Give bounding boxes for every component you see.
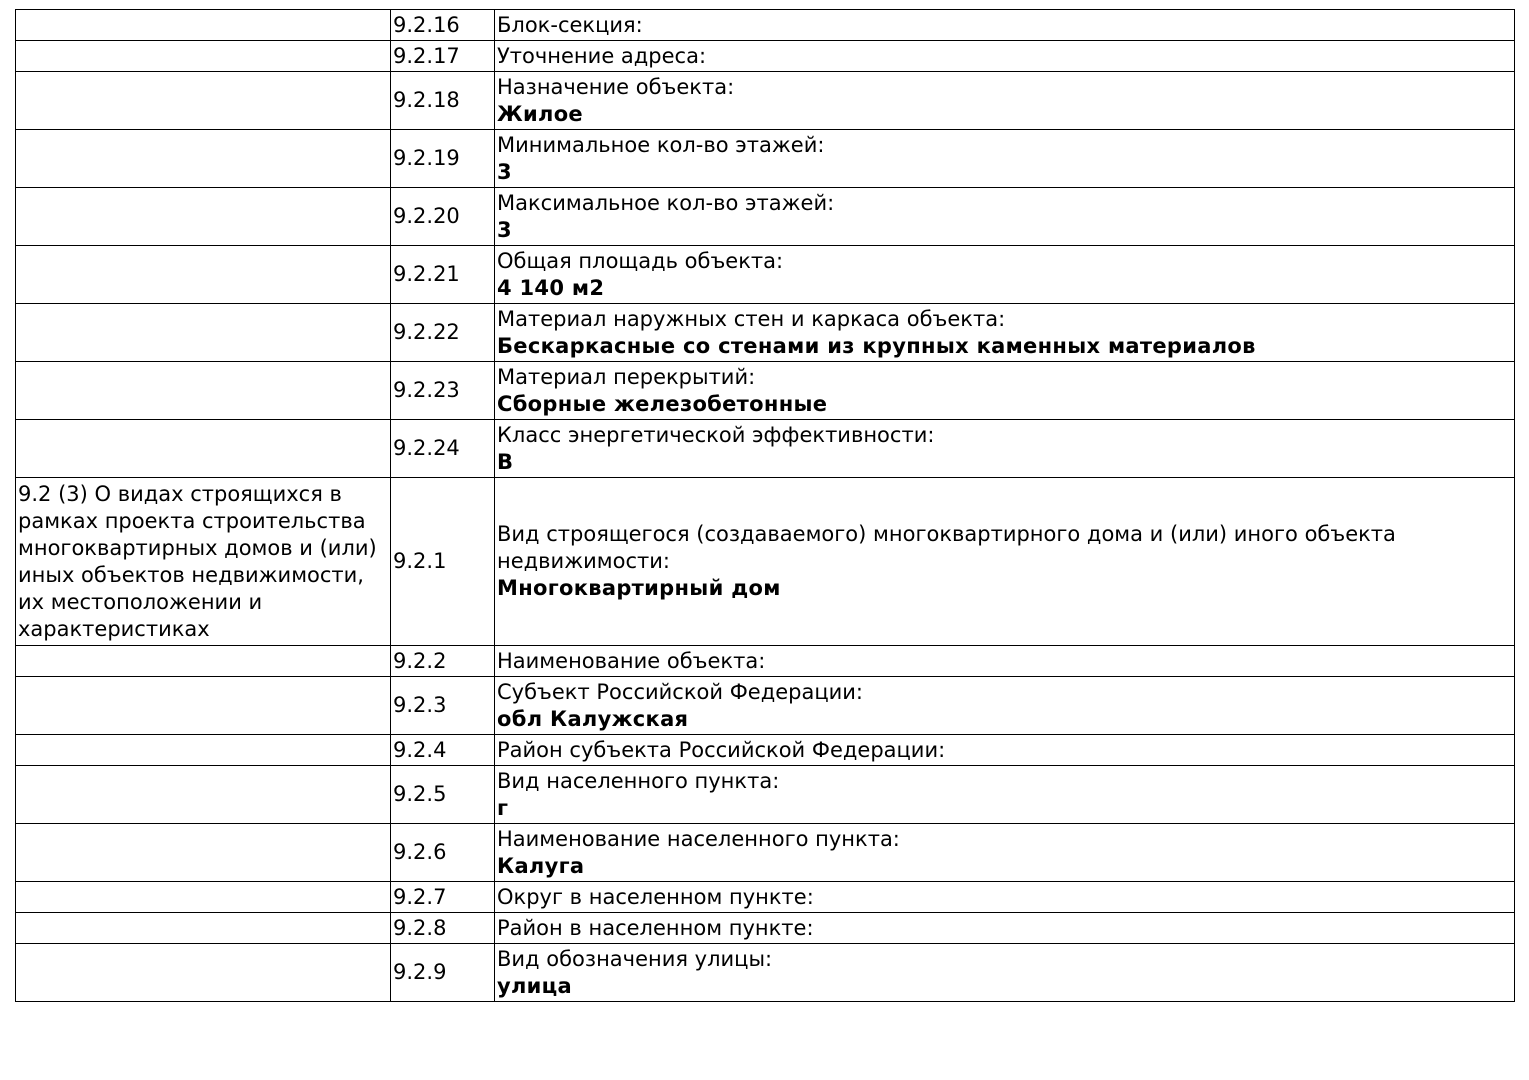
row-content <box>495 913 1515 944</box>
table-row <box>16 304 1515 362</box>
row-content <box>495 188 1515 246</box>
row-content <box>495 677 1515 735</box>
row-code: 9.2.4 <box>391 735 495 766</box>
row-code: 9.2.9 <box>391 944 495 1002</box>
section-cell-empty <box>16 420 391 478</box>
field-label: Минимальное кол-во этажей: <box>497 132 825 157</box>
table-row <box>16 824 1515 882</box>
row-code: 9.2.19 <box>391 130 495 188</box>
row-content <box>495 10 1515 41</box>
field-value: г <box>497 795 509 820</box>
row-content <box>495 882 1515 913</box>
row-content <box>495 646 1515 677</box>
field-value: 3 <box>497 159 512 184</box>
table-row <box>16 766 1515 824</box>
section-cell-empty <box>16 646 391 677</box>
field-value: Бескаркасные со стенами из крупных каменных материалов <box>497 333 1256 358</box>
table-row <box>16 41 1515 72</box>
field-label: Округ в населенном пункте: <box>497 884 814 909</box>
table-row <box>16 188 1515 246</box>
row-code: 9.2.24 <box>391 420 495 478</box>
section-cell-empty <box>16 188 391 246</box>
section-cell-empty <box>16 824 391 882</box>
section-cell-empty <box>16 944 391 1002</box>
field-label: Материал наружных стен и каркаса объекта: <box>497 306 1006 331</box>
field-label: Назначение объекта: <box>497 74 735 99</box>
section-cell-empty <box>16 766 391 824</box>
field-value: улица <box>497 973 573 998</box>
field-label: Вид обозначения улицы: <box>497 946 773 971</box>
section-row <box>16 478 1515 646</box>
section-cell-empty <box>16 246 391 304</box>
field-label: Класс энергетической эффективности: <box>497 422 935 447</box>
field-label: Наименование объекта: <box>497 648 766 673</box>
row-code: 9.2.6 <box>391 824 495 882</box>
section-cell-empty <box>16 735 391 766</box>
field-value: обл Калужская <box>497 706 689 731</box>
section-cell-empty <box>16 41 391 72</box>
field-value: Жилое <box>497 101 583 126</box>
row-content <box>495 246 1515 304</box>
row-code: 9.2.17 <box>391 41 495 72</box>
table-row <box>16 10 1515 41</box>
table-row <box>16 362 1515 420</box>
row-code: 9.2.16 <box>391 10 495 41</box>
field-label: Максимальное кол-во этажей: <box>497 190 835 215</box>
field-label: Район в населенном пункте: <box>497 915 814 940</box>
project-details-table <box>15 9 1515 1002</box>
section-cell-empty <box>16 130 391 188</box>
row-code: 9.2.23 <box>391 362 495 420</box>
table-row <box>16 944 1515 1002</box>
row-content <box>495 944 1515 1002</box>
field-value: Калуга <box>497 853 585 878</box>
row-code: 9.2.20 <box>391 188 495 246</box>
row-content <box>495 766 1515 824</box>
table-row <box>16 246 1515 304</box>
table-row <box>16 646 1515 677</box>
row-content <box>495 478 1515 646</box>
section-cell-empty <box>16 882 391 913</box>
row-content <box>495 735 1515 766</box>
row-code: 9.2.7 <box>391 882 495 913</box>
field-label: Вид населенного пункта: <box>497 768 780 793</box>
row-code: 9.2.3 <box>391 677 495 735</box>
table-row <box>16 882 1515 913</box>
table-row <box>16 677 1515 735</box>
row-content <box>495 362 1515 420</box>
table-row <box>16 420 1515 478</box>
section-cell-empty <box>16 362 391 420</box>
section-title: 9.2 (3) О видах строящихся в рамках проекта строительства многоквартирных домов и (или) иных объектов недвижимости, их местоположении и характеристиках <box>16 478 391 646</box>
table-row <box>16 735 1515 766</box>
field-label: Уточнение адреса: <box>497 43 707 68</box>
row-content <box>495 72 1515 130</box>
field-label: Район субъекта Российской Федерации: <box>497 737 946 762</box>
section-cell-empty <box>16 72 391 130</box>
row-code: 9.2.22 <box>391 304 495 362</box>
table-row <box>16 72 1515 130</box>
section-cell-empty <box>16 677 391 735</box>
field-value: 3 <box>497 217 512 242</box>
field-value: Сборные железобетонные <box>497 391 828 416</box>
field-label: Субъект Российской Федерации: <box>497 679 863 704</box>
row-code: 9.2.21 <box>391 246 495 304</box>
table-row <box>16 913 1515 944</box>
row-code: 9.2.8 <box>391 913 495 944</box>
table-row <box>16 130 1515 188</box>
row-content <box>495 824 1515 882</box>
field-label: Вид строящегося (создаваемого) многоквартирного дома и (или) иного объекта недвижимости: <box>497 522 1396 573</box>
row-code: 9.2.2 <box>391 646 495 677</box>
section-cell-empty <box>16 304 391 362</box>
field-value: 4 140 м2 <box>497 275 605 300</box>
field-label: Наименование населенного пункта: <box>497 826 900 851</box>
row-code: 9.2.1 <box>391 478 495 646</box>
field-value: В <box>497 449 514 474</box>
row-content <box>495 420 1515 478</box>
row-content <box>495 304 1515 362</box>
field-label: Блок-секция: <box>497 12 643 37</box>
field-label: Материал перекрытий: <box>497 364 756 389</box>
row-code: 9.2.18 <box>391 72 495 130</box>
field-value: Многоквартирный дом <box>497 576 781 600</box>
row-content <box>495 130 1515 188</box>
field-label: Общая площадь объекта: <box>497 248 784 273</box>
row-content <box>495 41 1515 72</box>
section-cell-empty <box>16 10 391 41</box>
row-code: 9.2.5 <box>391 766 495 824</box>
section-cell-empty <box>16 913 391 944</box>
